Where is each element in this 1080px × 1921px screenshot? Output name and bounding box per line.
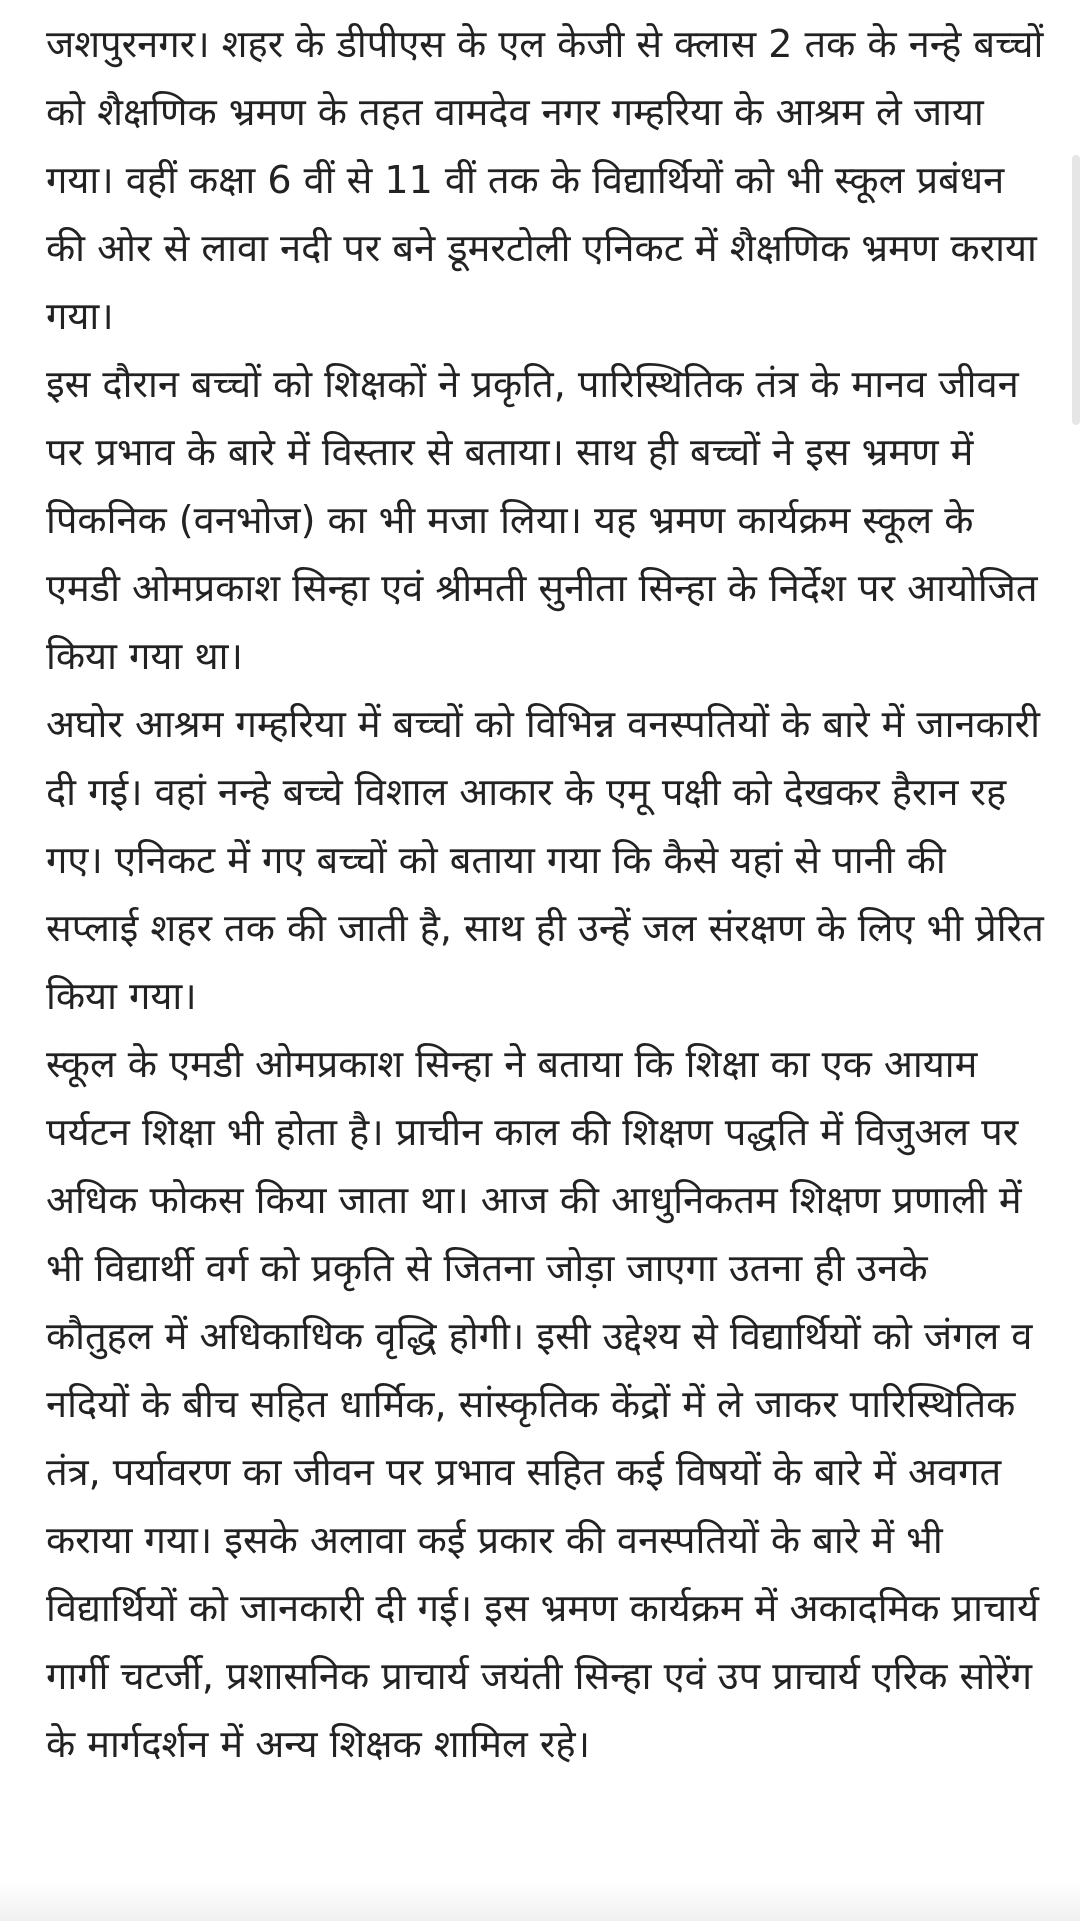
article-paragraph-3: अघोर आश्रम गम्हरिया में बच्चों को विभिन्न वनस्पतियों के बारे में जानकारी दी गई। वहां नन्हे बच्चे विशाल आकार के एमू पक्षी को देखकर हैरान रह गए। एनिकट में गए बच्चों को बताया गया कि कैसे यहां से पानी की सप्लाई शहर तक की जाती है, साथ ही उन्हें जल संरक्षण के लिए भी प्रेरित किया गया। (46, 702, 1044, 1018)
bottom-fade (0, 1881, 1080, 1921)
vertical-scrollbar[interactable] (1072, 155, 1080, 425)
article-paragraph-4: स्कूल के एमडी ओमप्रकाश सिन्हा ने बताया कि शिक्षा का एक आयाम पर्यटन शिक्षा भी होता है। प्राचीन काल की शिक्षण पद्धति में विजुअल पर अधिक फोकस किया जाता था। आज की आधुनिकतम शिक्षण प्रणाली में भी विद्यार्थी वर्ग को प्रकृति से जितना जोड़ा जाएगा उतना ही उनके कौतुहल में अधिकाधिक वृद्धि होगी। इसी उद्देश्य से विद्यार्थियों को जंगल व नदियों के बीच सहित धार्मिक, सांस्कृतिक केंद्रों में ले जाकर पारिस्थितिक तंत्र, पर्यावरण का जीवन पर प्रभाव सहित कई विषयों के बारे में अवगत कराया गया। इसके अलावा कई प्रकार की वनस्पतियों के बारे में भी विद्यार्थियों को जानकारी दी गई। इस भ्रमण कार्यक्रम में अकादमिक प्राचार्य गार्गी चटर्जी, प्रशासनिक प्राचार्य जयंती सिन्हा एवं उप प्राचार्य एरिक सोरेंग के मार्गदर्शन में अन्य शिक्षक शामिल रहे। (46, 1042, 1040, 1766)
article-paragraph-2: इस दौरान बच्चों को शिक्षकों ने प्रकृति, पारिस्थितिक तंत्र के मानव जीवन पर प्रभाव के बारे में विस्तार से बताया। साथ ही बच्चों ने इस भ्रमण में पिकनिक (वनभोज) का भी मजा लिया। यह भ्रमण कार्यक्रम स्कूल के एमडी ओमप्रकाश सिन्हा एवं श्रीमती सुनीता सिन्हा के निर्देश पर आयोजित किया गया था। (46, 362, 1038, 678)
article-body (46, 10, 1046, 1778)
article-paragraph-1: जशपुरनगर। शहर के डीपीएस के एल केजी से क्लास 2 तक के नन्हे बच्चों को शैक्षणिक भ्रमण के तहत वामदेव नगर गम्हरिया के आश्रम ले जाया गया। वहीं कक्षा 6 वीं से 11 वीं तक के विद्यार्थियों को भी स्कूल प्रबंधन की ओर से लावा नदी पर बने डूमरटोली एनिकट में शैक्षणिक भ्रमण कराया गया। (46, 22, 1044, 338)
